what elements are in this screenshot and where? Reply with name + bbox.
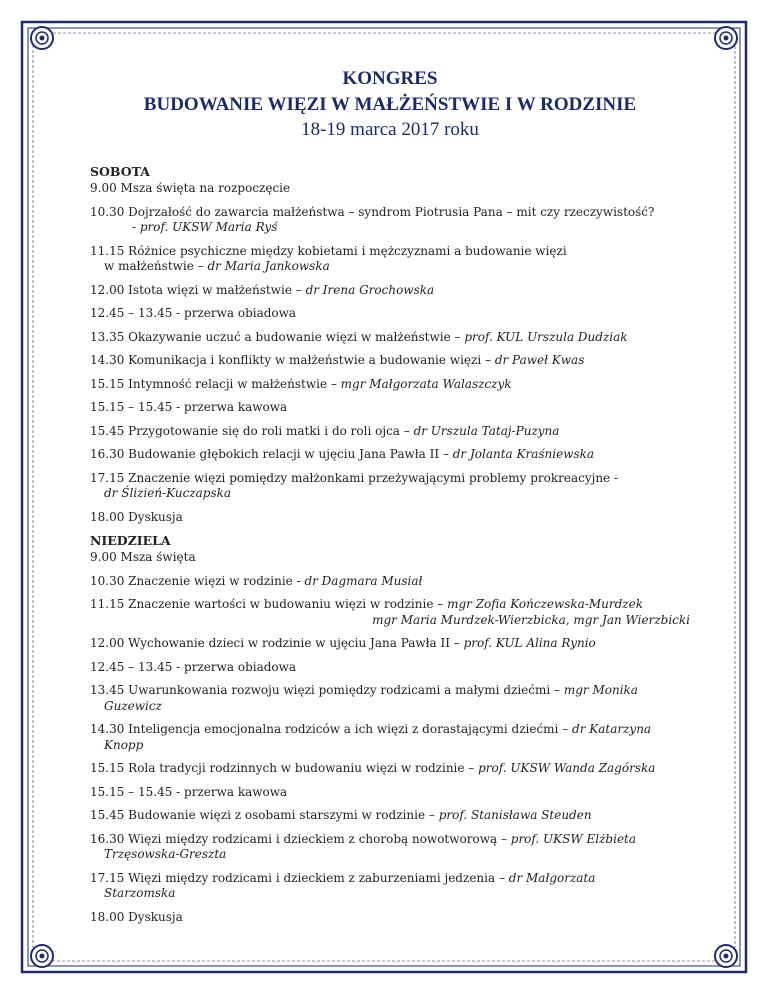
item-speaker: dr Urszula Tataj-Puzyna [413,423,560,438]
schedule-item [90,353,690,369]
item-text: 11.15 Znaczenie wartości w budowaniu więzi w rodzinie – [90,597,448,611]
item-text: 10.30 Dojrzałość do zawarcia małżeństwa – syndrom Piotrusia Pana – mit czy rzeczywistość? [90,204,655,219]
item-speaker: dr Małgorzata [508,870,596,885]
item-text: 15.15 Intymność relacji w małżeństwie – [90,376,341,391]
schedule-item [90,471,690,502]
day-heading-saturday: SOBOTA [90,164,150,179]
item-text: 15.15 Rola tradycji rodzinnych w budowaniu więzi w rodzinie – [90,761,479,775]
corner-ornament-top-left-icon [31,27,53,49]
item-speaker: prof. UKSW Wanda Zagórska [478,761,656,775]
schedule-item [90,306,690,322]
schedule-item [90,832,690,863]
event-title: KONGRES [342,68,438,89]
item-speaker: dr Irena Grochowska [305,282,435,297]
item-text: 18.00 Dyskusja [90,909,183,924]
item-continuation [90,886,690,902]
item-text: 15.45 Budowanie więzi z osobami starszymi w rodzinie – [90,808,439,822]
day-heading-sunday: NIEDZIELA [90,533,171,548]
schedule-item [90,510,690,526]
item-continuation [90,847,690,863]
schedule-item [90,181,690,197]
schedule-item [90,910,690,926]
schedule-item [90,377,690,393]
schedule-item [90,400,690,416]
saturday-schedule [90,181,690,525]
item-text: 11.15 Różnice psychiczne między kobietami i mężczyznami a budowanie więzi [90,243,567,258]
item-text: 12.00 Wychowanie dzieci w rodzinie w ujęciu Jana Pawła II – [90,636,464,650]
schedule-item [90,205,690,236]
item-speaker: prof. Stanisława Steuden [438,808,592,822]
program-content [90,66,690,933]
schedule-item [90,424,690,440]
item-speaker-additional: mgr Maria Murdzek-Wierzbicka, mgr Jan Wierzbicki [372,612,690,627]
item-text: 14.30 Inteligencja emocjonalna rodziców a ich więzi z dorastającymi dziećmi – [90,722,573,736]
item-speaker-continued: Starzomska [104,886,176,900]
corner-ornament-bottom-right-icon [715,945,737,967]
schedule-item [90,244,690,275]
item-text: 13.35 Okazywanie uczuć a budowanie więzi w małżeństwie – [90,329,465,344]
item-continuation [90,738,690,754]
item-speaker: dr Katarzyna [572,722,652,736]
item-speaker: prof. KUL Alina Rynio [463,636,596,650]
item-text: 18.00 Dyskusja [90,509,183,524]
item-text: 12.45 – 13.45 - przerwa obiadowa [90,659,297,674]
schedule-item [90,447,690,463]
continuation-text: - [132,220,140,234]
item-speaker: mgr Zofia Kończewska-Murdzek [447,597,644,611]
item-speaker-continued: Knopp [104,737,144,752]
schedule-item [90,597,690,628]
item-speaker-continued: dr Maria Jankowska [207,259,330,273]
schedule-item [90,871,690,902]
item-continuation [90,259,690,275]
corner-ornament-bottom-left-icon [31,945,53,967]
item-speaker: dr Jolanta Kraśniewska [452,447,595,461]
sunday-schedule [90,550,690,925]
item-text: 13.45 Uwarunkowania rozwoju więzi pomiędzy rodzicami a małymi dziećmi – [90,683,564,697]
schedule-item [90,683,690,714]
item-speaker-continued: dr Ślizień-Kuczapska [104,486,232,500]
schedule-item [90,574,690,590]
item-text: 9.00 Msza święta na rozpoczęcie [90,181,291,195]
schedule-item [90,330,690,346]
item-text: 12.45 – 13.45 - przerwa obiadowa [90,306,297,320]
item-continuation [90,699,690,715]
item-speaker-continued: prof. UKSW Maria Ryś [139,220,278,234]
schedule-item [90,636,690,652]
event-dates: 18-19 marca 2017 roku [301,119,479,140]
item-speaker: dr Paweł Kwas [494,353,585,367]
schedule-item [90,722,690,753]
item-speaker: dr Dagmara Musiał [304,573,423,588]
item-speaker: mgr Monika [563,683,638,697]
item-text: 17.15 Więzi między rodzicami i dzieckiem z zaburzeniami jedzenia – [90,870,509,885]
item-speaker-continued: Guzewicz [104,698,162,713]
item-text: 9.00 Msza święta [90,550,196,564]
item-text: 16.30 Budowanie głębokich relacji w ujęciu Jana Pawła II – [90,447,453,461]
item-speaker: prof. UKSW Elżbieta [510,831,637,846]
continuation-text: w małżeństwie – [104,259,208,273]
schedule-item [90,808,690,824]
item-text: 17.15 Znaczenie więzi pomiędzy małżonkami przeżywającymi problemy prokreacyjne - [90,470,619,485]
item-text: 12.00 Istota więzi w małżeństwie – [90,282,306,297]
item-continuation [90,486,690,502]
item-text: 15.15 – 15.45 - przerwa kawowa [90,784,288,799]
item-text: 15.15 – 15.45 - przerwa kawowa [90,400,288,414]
item-text: 14.30 Komunikacja i konflikty w małżeństwie a budowanie więzi – [90,353,495,367]
item-speaker: mgr Małgorzata Walaszczyk [340,376,512,391]
item-speaker-continued: Trzęsowska-Greszta [104,847,227,861]
schedule-item [90,550,690,566]
corner-ornament-top-right-icon [715,27,737,49]
item-speaker: prof. KUL Urszula Dudziak [464,329,628,344]
schedule-item [90,283,690,299]
item-text: 10.30 Znaczenie więzi w rodzinie - [90,573,305,588]
item-continuation [90,220,690,236]
schedule-item [90,761,690,777]
event-subtitle: BUDOWANIE WIĘZI W MAŁŻEŃSTWIE I W RODZINIE [143,94,637,115]
item-text: 16.30 Więzi między rodzicami i dzieckiem z chorobą nowotworową – [90,831,511,846]
schedule-item [90,660,690,676]
schedule-item [90,785,690,801]
item-text: 15.45 Przygotowanie się do roli matki i do roli ojca – [90,423,414,438]
